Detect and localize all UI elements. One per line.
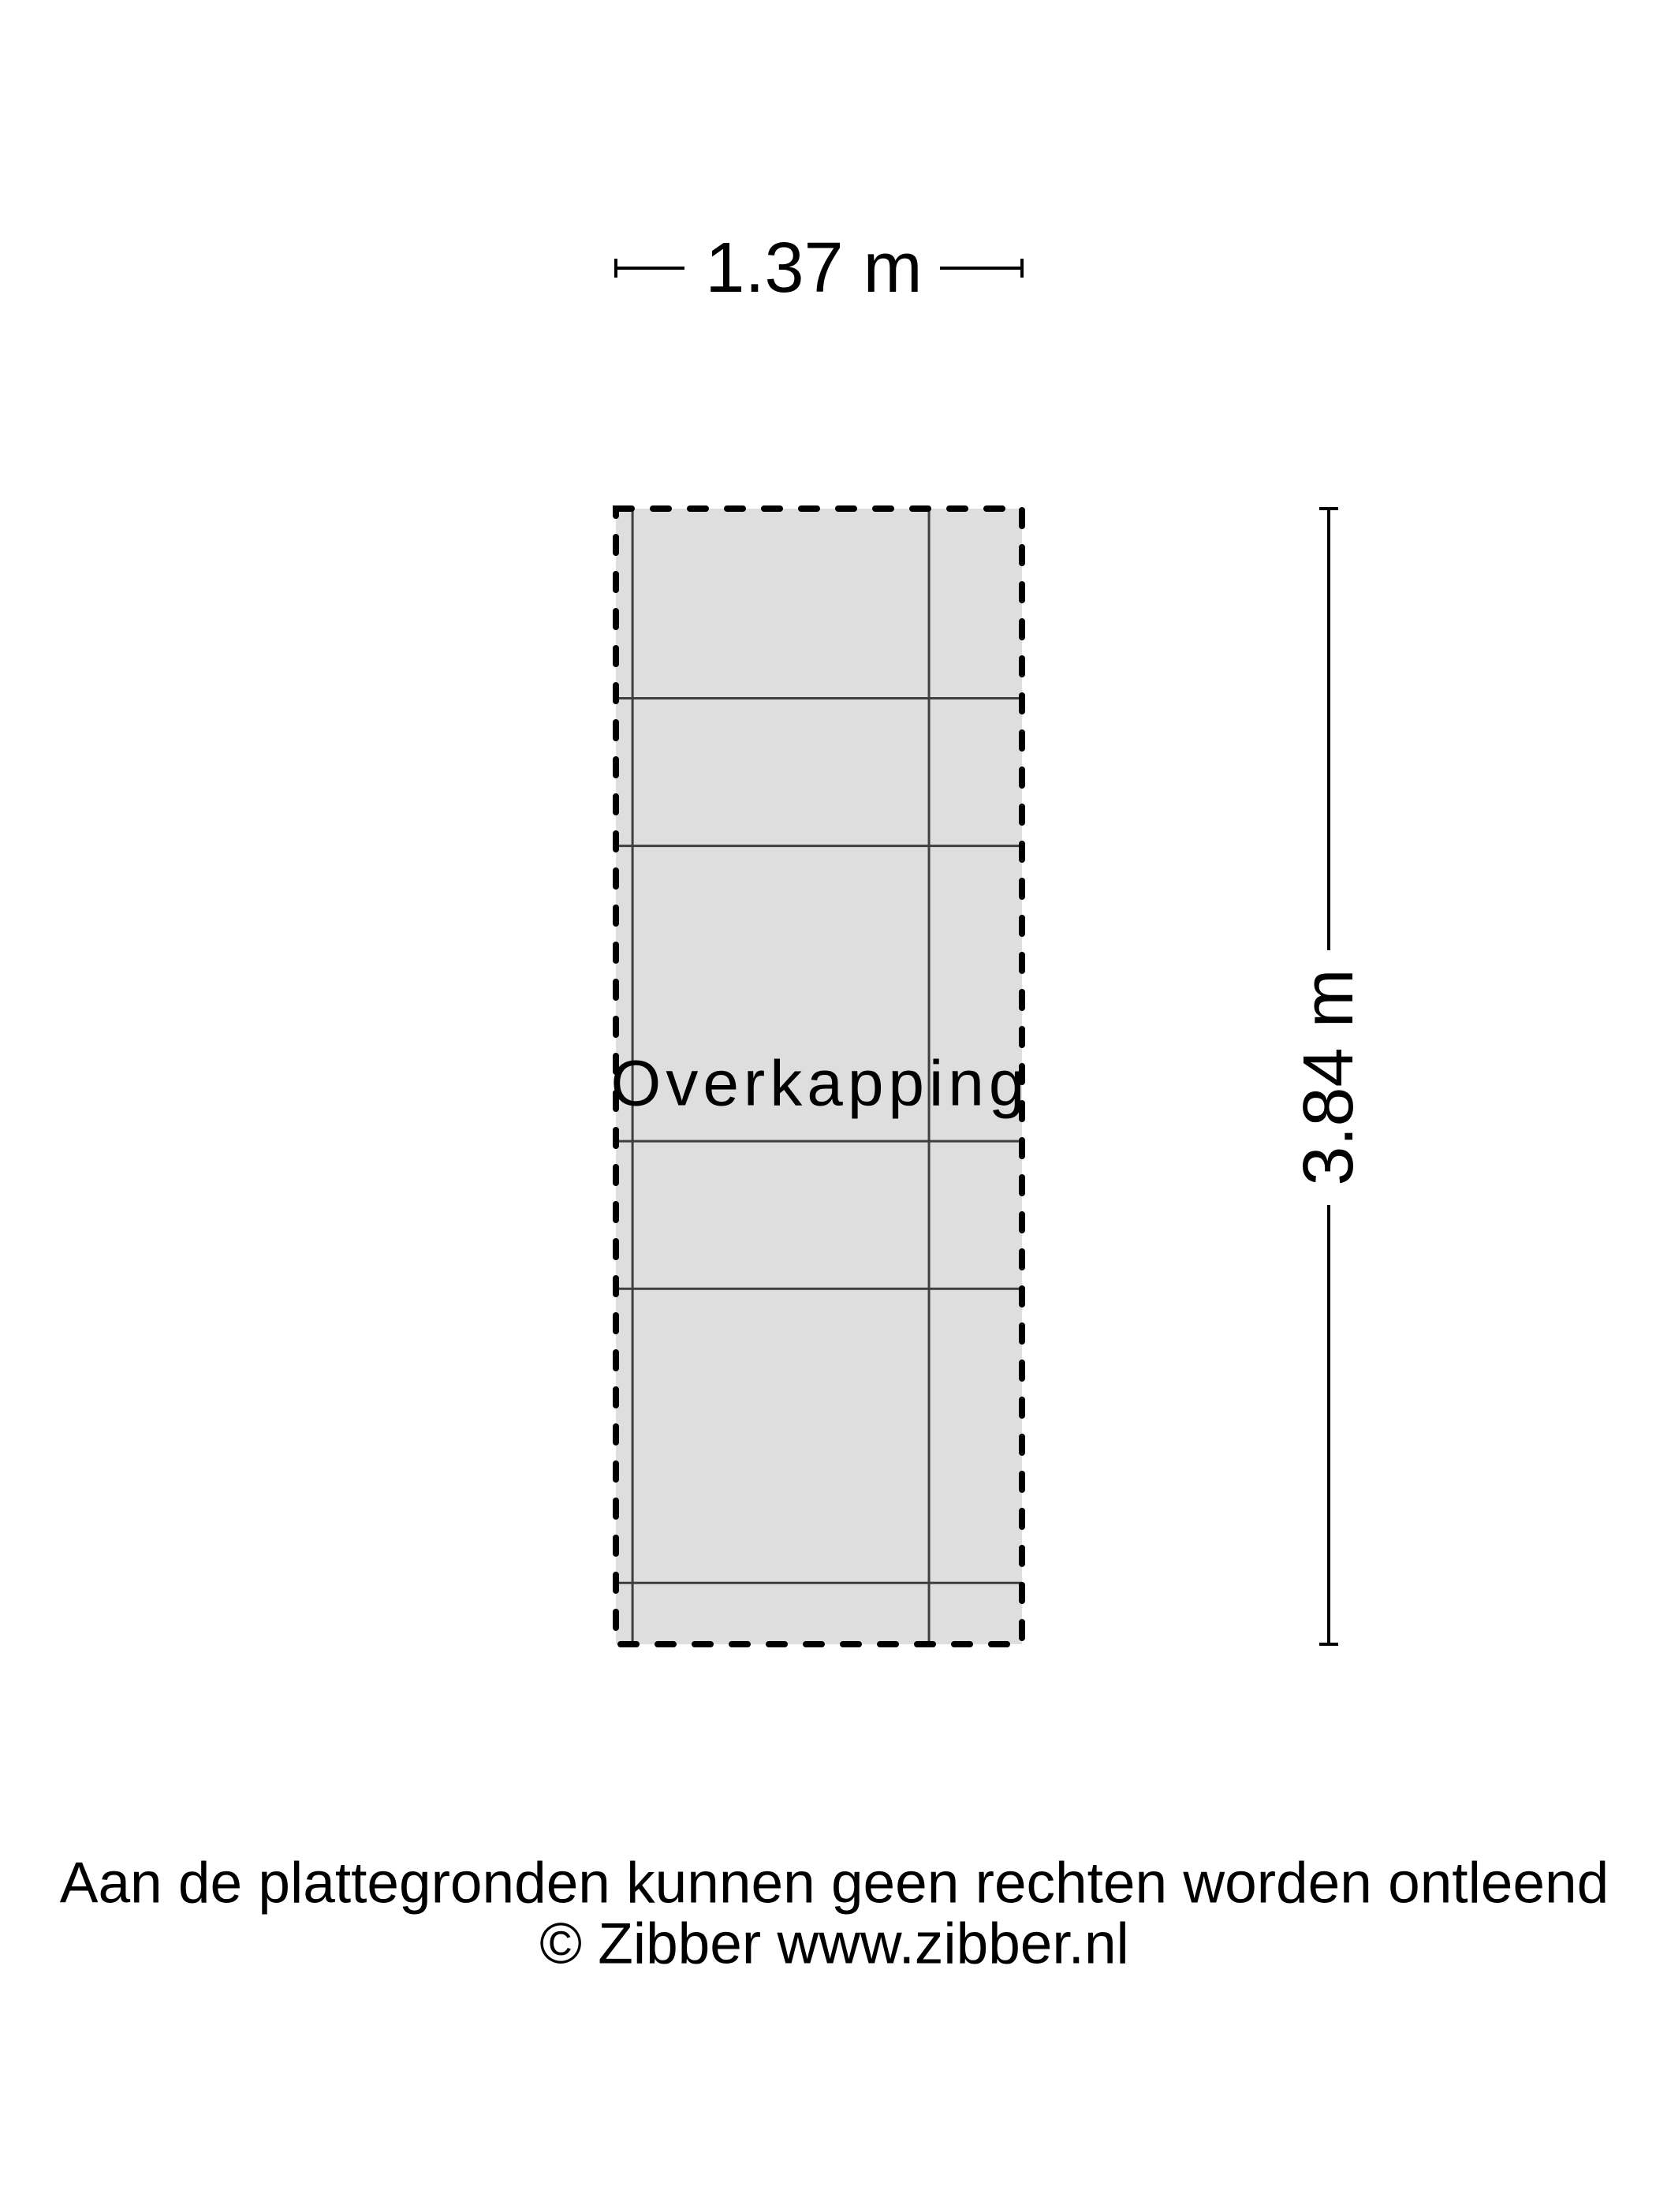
footer xyxy=(60,1852,1609,1976)
footer-copyright-text: © Zibber www.zibber.nl xyxy=(539,1912,1129,1976)
width-dimension xyxy=(616,229,1022,308)
room-label: Overkapping xyxy=(610,1047,1030,1120)
height-dimension xyxy=(1289,509,1368,1644)
height-dimension-label: 3.84 m xyxy=(1289,968,1368,1186)
width-dimension-label: 1.37 m xyxy=(705,229,923,308)
footer-disclaimer-text: Aan de plattegronden kunnen geen rechten worden ontleend xyxy=(59,1851,1609,1915)
room-overkapping xyxy=(611,509,1030,1644)
